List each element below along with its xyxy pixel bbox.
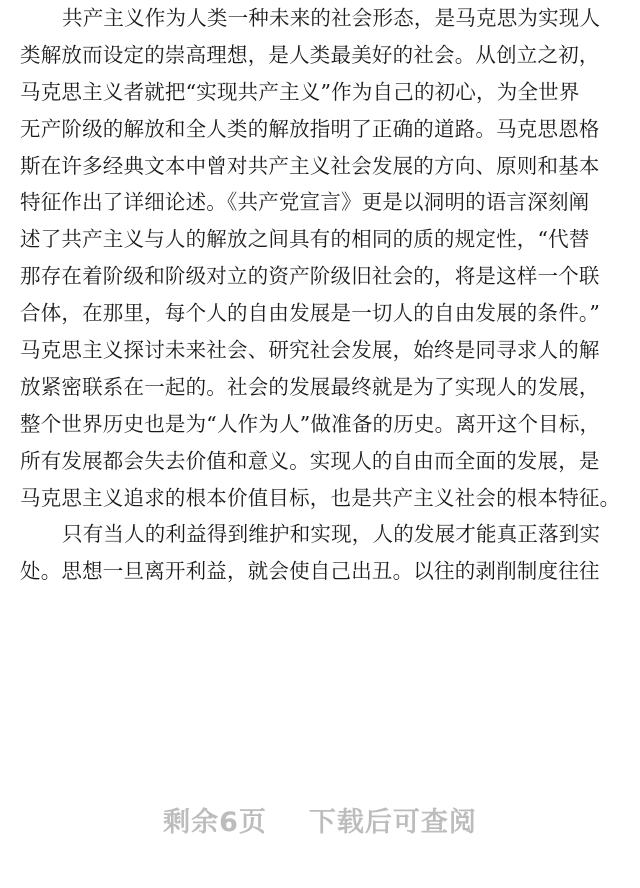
- paragraph-1-line-14: 马克思主义追求的根本价值目标，也是共产主义社会的根本特征。: [20, 485, 621, 510]
- download-watermark[interactable]: [0, 800, 640, 839]
- paragraph-1-line-9: 合体，在那里，每个人的自由发展是一切人的自由发展的条件。”: [20, 301, 601, 326]
- remaining-pages-label: 剩余6页: [163, 807, 267, 838]
- paragraph-1-line-4: 无产阶级的解放和全人类的解放指明了正确的道路。马克思恩格: [20, 116, 600, 141]
- paragraph-1-line-3: 马克思主义者就把“实现共产主义”作为自己的初心，为全世界: [20, 79, 580, 104]
- paragraph-2-line-1: 只有当人的利益得到维护和实现，人的发展才能真正落到实: [62, 522, 601, 547]
- paragraph-1-line-1: 共产主义作为人类一种未来的社会形态，是马克思为实现人: [62, 6, 601, 30]
- paragraph-1-line-5: 斯在许多经典文本中曾对共产主义社会发展的方向、原则和基本: [20, 153, 600, 178]
- paragraph-2-line-2: 处。思想一旦离开利益，就会使自己出丑。以往的剥削制度往往: [20, 559, 600, 584]
- paragraph-1-line-6: 特征作出了详细论述。《共产党宣言》更是以洞明的语言深刻阐: [20, 190, 590, 215]
- paragraph-1-line-8: 那存在着阶级和阶级对立的资产阶级旧社会的，将是这样一个联: [20, 264, 600, 289]
- paragraph-1-line-11: 放紧密联系在一起的。社会的发展最终就是为了实现人的发展，: [20, 374, 600, 399]
- paragraph-1-line-10: 马克思主义探讨未来社会、研究社会发展，始终是同寻求人的解: [20, 338, 600, 363]
- paragraph-1-line-12: 整个世界历史也是为“人作为人”做准备的历史。离开这个目标，: [20, 411, 601, 436]
- download-prompt-label: 下载后可查阅: [308, 807, 477, 838]
- paragraph-1-line-2: 类解放而设定的崇高理想，是人类最美好的社会。从创立之初，: [20, 42, 600, 67]
- paragraph-1-line-7: 述了共产主义与人的解放之间具有的相同的质的规定性，“代替: [20, 227, 590, 252]
- document-body: [20, 0, 626, 590]
- paragraph-1-line-13: 所有发展都会失去价值和意义。实现人的自由而全面的发展，是: [20, 448, 600, 473]
